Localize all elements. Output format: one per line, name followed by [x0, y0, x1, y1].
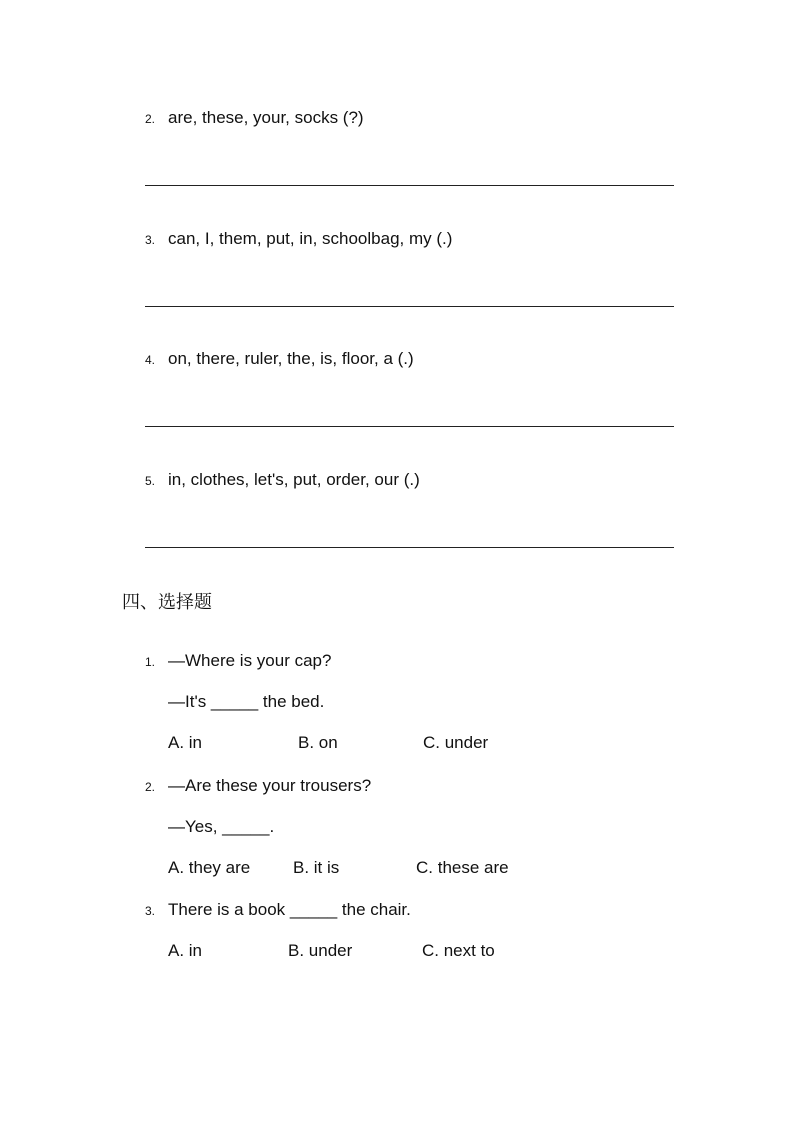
- question-line: —Yes, _____.: [168, 817, 275, 836]
- item-number: 4.: [145, 353, 156, 367]
- option: A. in: [168, 733, 203, 752]
- answer-line: [145, 306, 674, 307]
- option: A. in: [168, 941, 203, 960]
- option: B. under: [288, 941, 353, 960]
- section-title: 四、选择题: [122, 592, 212, 613]
- answer-line: [145, 185, 674, 186]
- option: C. under: [423, 733, 489, 752]
- answer-line: [145, 426, 674, 427]
- option: B. it is: [293, 858, 340, 877]
- option: C. these are: [416, 858, 509, 877]
- item-number: 5.: [145, 474, 156, 488]
- question-line: —Are these your trousers?: [168, 776, 372, 795]
- question-number: 3.: [145, 904, 156, 918]
- option: C. next to: [422, 941, 495, 960]
- item-number: 2.: [145, 112, 156, 126]
- question-number: 1.: [145, 655, 156, 669]
- reorder-prompt: on, there, ruler, the, is, floor, a (.): [168, 349, 414, 368]
- question-line: There is a book _____ the chair.: [168, 900, 411, 919]
- answer-line: [145, 547, 674, 548]
- reorder-prompt: can, I, them, put, in, schoolbag, my (.): [168, 229, 453, 248]
- option: B. on: [298, 733, 338, 752]
- question-number: 2.: [145, 780, 156, 794]
- item-number: 3.: [145, 233, 156, 247]
- question-line: —It's _____ the bed.: [168, 692, 325, 711]
- reorder-prompt: in, clothes, let's, put, order, our (.): [168, 470, 420, 489]
- option: A. they are: [168, 858, 251, 877]
- reorder-prompt: are, these, your, socks (?): [168, 108, 364, 127]
- question-line: —Where is your cap?: [168, 651, 332, 670]
